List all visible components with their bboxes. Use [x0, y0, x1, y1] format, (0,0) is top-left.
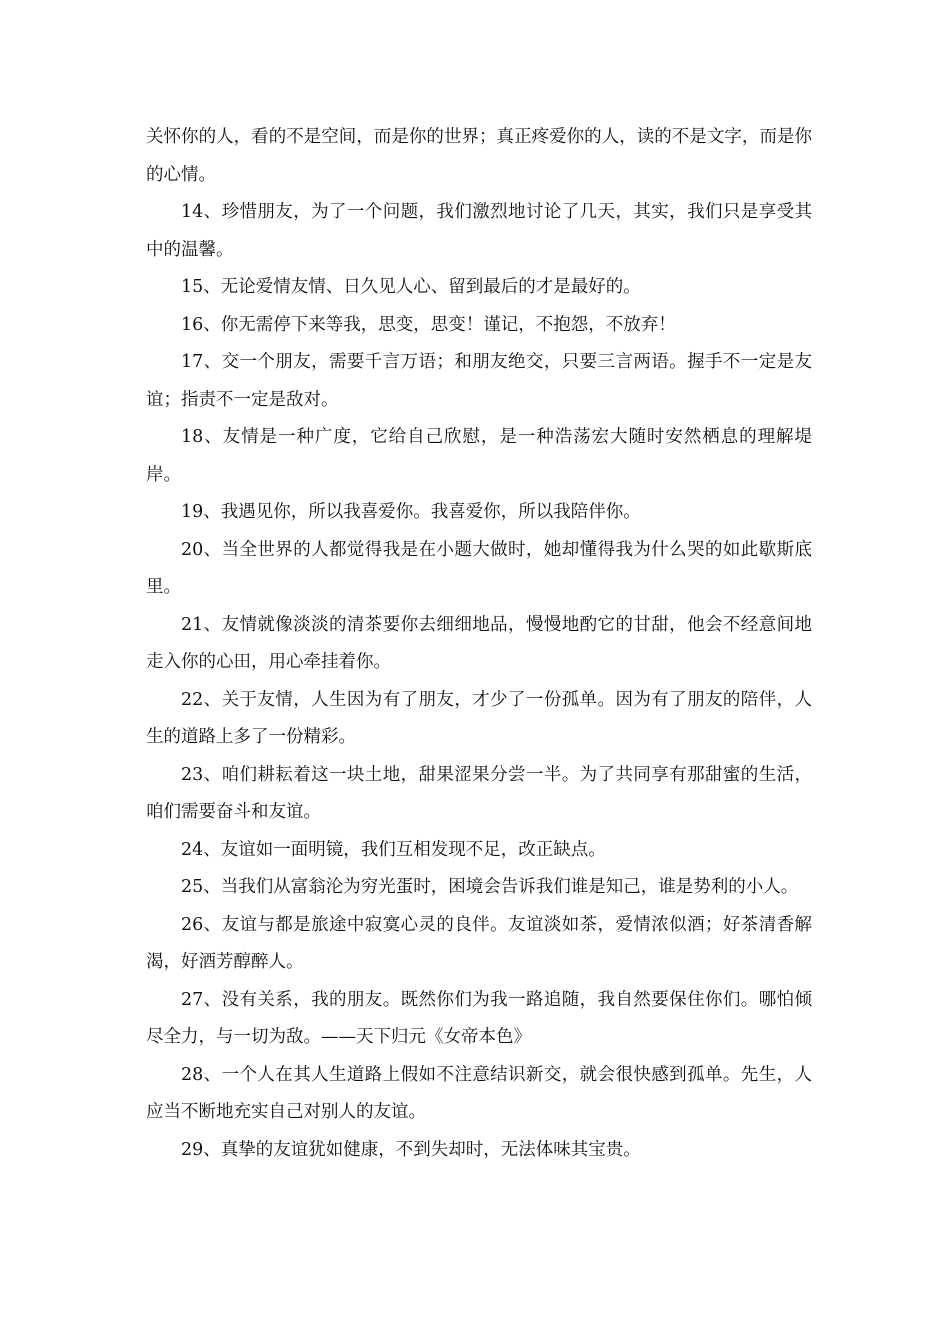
paragraph: 18、友情是一种广度，它给自己欣慰，是一种浩荡宏大随时安然栖息的理解堤岸。 [146, 427, 812, 485]
paragraph: 29、真挚的友谊犹如健康，不到失却时，无法体味其宝贵。 [181, 1139, 641, 1160]
paragraph: 16、你无需停下来等我，思变，思变！谨记，不抱怨，不放弃！ [181, 314, 676, 335]
paragraph: 27、没有关系，我的朋友。既然你们为我一路追随，我自然要保住你们。哪怕倾尽全力，与一切为敌。——天下归元《女帝本色》 [146, 989, 812, 1047]
paragraph: 21、友情就像淡淡的清茶要你去细细地品，慢慢地酌它的甘甜，他会不经意间地走入你的心田，用心牵挂着你。 [146, 614, 812, 672]
document-body [146, 119, 812, 1169]
paragraph: 25、当我们从富翁沦为穷光蛋时，困境会告诉我们谁是知己，谁是势利的小人。 [181, 877, 799, 897]
paragraph: 15、无论爱情友情、日久见人心、留到最后的才是最好的。 [181, 277, 641, 297]
paragraph: 23、咱们耕耘着这一块土地，甜果涩果分尝一半。为了共同享有那甜蜜的生活，咱们需要奋斗和友谊。 [146, 764, 812, 822]
paragraph: 17、交一个朋友，需要千言万语；和朋友绝交，只要三言两语。握手不一定是友谊；指责不一定是敌对。 [146, 352, 812, 410]
paragraph: 19、我遇见你，所以我喜爱你。我喜爱你，所以我陪伴你。 [181, 502, 641, 522]
paragraph: 关怀你的人，看的不是空间，而是你的世界；真正疼爱你的人，读的不是文字，而是你的心情。 [146, 127, 812, 185]
paragraph: 14、珍惜朋友，为了一个问题，我们激烈地讨论了几天，其实，我们只是享受其中的温馨。 [146, 202, 812, 260]
paragraph: 24、友谊如一面明镜，我们互相发现不足，改正缺点。 [181, 839, 606, 860]
paragraph: 28、一个人在其人生道路上假如不注意结识新交，就会很快感到孤单。先生，人应当不断地充实自己对别人的友谊。 [146, 1064, 812, 1122]
paragraph: 22、关于友情，人生因为有了朋友，才少了一份孤单。因为有了朋友的陪伴，人生的道路上多了一份精彩。 [146, 689, 812, 747]
paragraph: 20、当全世界的人都觉得我是在小题大做时，她却懂得我为什么哭的如此歇斯底里。 [146, 539, 812, 597]
paragraph: 26、友谊与都是旅途中寂寞心灵的良伴。友谊淡如茶，爱情浓似酒；好茶清香解渴，好酒芳醇醉人。 [146, 914, 812, 972]
